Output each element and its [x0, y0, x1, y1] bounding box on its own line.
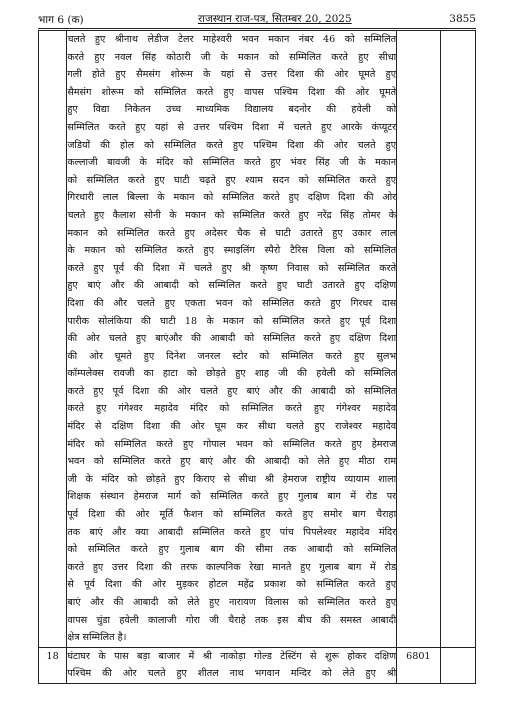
description-cell [67, 647, 397, 683]
header-rule [38, 28, 476, 29]
description-line: कॉम्पलेक्स रावजी का हाटा को छोड़ते हुए शाह जी की हवेली को सम्मिलित [67, 368, 397, 380]
description-line: मंदिर को सम्मिलित करते हुए गोपाल भवन को सम्मिलित करते हुए हेमराज [67, 438, 397, 450]
description-line: पारीक सोलंकिया की घाटी 18 के मकान को सम्मिलित करते हुए पूर्व दिशा [67, 315, 397, 327]
description-line: गिरधारी लाल बिल्ला के मकान को सम्मिलित करते हुए दक्षिण दिशा की ओर [67, 192, 397, 204]
description-line: भवन को सम्मिलित करते हुए बाएं और की आबादी को लेते हुए मीठा राम [67, 456, 397, 468]
description-line: पूर्व दिशा की ओर मूर्ति फैशन को सम्मिलित करते हुए समोर बाग चैराहा [67, 509, 397, 521]
boundary-table [38, 30, 476, 684]
description-line: क्षेत्र सम्मिलित है। [67, 632, 127, 644]
description-line: पश्चिम की ओर चलते हुए शीतल नाथ भगवान मन्दिर को लेते हुए श्री [67, 668, 397, 680]
description-line: करते हुए नवल सिंह कोठारी जी के मकान को सम्मिलित करते हुए सीधा [67, 51, 397, 63]
description-line: से पूर्व दिशा की ओर मुड़कर होटल महेंद्र प्रकाश को सम्मिलित करते हुए [67, 579, 397, 591]
description-line: चलते हुए कैलाश सोनी के मकान को सम्मिलित करते हुए नरेंद्र सिंह तोमर के [67, 209, 397, 221]
description-line: मकान को सम्मिलित करते हुए अदेसर चैक से घाटी उतारते हुए उकार लाल [67, 227, 397, 239]
description-cell [67, 31, 397, 648]
description-line: गली होते हुए सैमसंग शोरूम के यहां से उत्तर दिशा की ओर घूमते हुए [67, 69, 397, 81]
description-line: जी के मंदिर को छोड़ते हुए किराए से सीधा श्री हेमराज राष्ट्रीय व्यायाम शाला [67, 473, 397, 485]
value-cell: 6801 [397, 647, 440, 683]
serial-cell: 18 [39, 647, 67, 683]
description-line: सैमसंग शोरूम को सम्मिलित करते हुए वापस पश्चिम दिशा की ओर घूमते [67, 86, 397, 98]
table-row [39, 31, 476, 648]
description-line: को सम्मिलित करते हुए घाटी चढ़ते हुए श्याम सदन को सम्मिलित करते हुए [67, 174, 397, 186]
blank-cell [440, 647, 475, 683]
description-line: करते हुए गंगेश्वर महादेव मंदिर को सम्मिलित करते हुए गंगेश्वर महादेव [67, 403, 397, 415]
page-header [38, 12, 476, 28]
description-line: करते हुए उत्तर दिशा की तरफ काल्पनिक रेखा मानते हुए गुलाब बाग में रोड [67, 561, 397, 573]
description-line: घंटाघर के पास बड़ा बाजार में श्री नाकोड़ा गोल्ड टेस्टिंग से शुरू होकर दक्षिण [67, 650, 397, 662]
description-line: मंदिर से दक्षिण दिशा की ओर घूम कर सीधा चलते हुए राजेश्वर महादेव [67, 421, 397, 433]
description-line: करते हुए पूर्व दिशा की ओर चलते हुए बाएं और की आबादी को सम्मिलित [67, 385, 397, 397]
description-line: हुए बाएं और की आबादी को सम्मिलित करते हुए घाटी उतारते हुए दक्षिण [67, 280, 397, 292]
serial-cell [39, 31, 67, 648]
description-line: कल्लाजी बावजी के मंदिर को सम्मिलित करते हुए भंवर सिंह जी के मकान [67, 157, 397, 169]
description-line: हुए विद्या निकेतन उच्च माध्यमिक विद्यालय बदनोर की हवेली को [67, 104, 397, 116]
description-line: के मकान को सम्मिलित करते हुए स्माइलिंग स्पैरो टैरिस विला को सम्मिलित [67, 245, 397, 257]
description-line: सम्मिलित करते हुए यहां से उत्तर पश्चिम दिशा में चलते हुए आरके कंप्यूटर [67, 121, 397, 133]
description-line: वापस चुंडा हवेली कालाजी गोरा जी चैराहे तक इस बीच की समस्त आबादी [67, 614, 397, 626]
table-row [39, 647, 476, 683]
description-line: चलते हुए श्रीनाथ लेडीज टेलर माहेश्वरी भवन मकान नंबर 46 को सम्मिलित [67, 34, 397, 45]
description-line: को सम्मिलित करते हुए गुलाब बाग की सीमा तक आबादी को सम्मिलित [67, 544, 397, 556]
page-number: 3855 [449, 13, 476, 25]
value-cell [397, 31, 440, 648]
description-line: बाएं और की आबादी को लेते हुए नारायण विलास को सम्मिलित करते हुए [67, 597, 397, 608]
blank-cell [440, 31, 475, 648]
description-line: दिशा की और चलते हुए एकता भवन को सम्मिलित करते हुए गिरधर दास [67, 297, 397, 309]
description-line: जडियों की होल को सम्मिलित करते हुए पश्चिम दिशा की ओर चलते हुए [67, 139, 397, 151]
description-line: की ओर चलते हुए बाएंऔर की आबादी को सम्मिलित करते हुए दक्षिण दिशा [67, 333, 397, 345]
description-line: तक बाएं और क्या आबादी सम्मिलित करते हुए पांच पिपलेश्वर महादेव मंदिर [67, 526, 397, 538]
description-line: करते हुए पूर्व की दिशा में चलते हुए श्री कृष्ण निवास को सम्मिलित करते [67, 262, 397, 274]
description-line: की ओर घूमते हुए दिनेश जनरल स्टोर को सम्मिलित करते हुए सुलभ [67, 350, 397, 362]
description-line: शिक्षक संस्थान हेमराज मार्ग को सम्मिलित करते हुए गुलाब बाग में रोड पर [67, 491, 397, 503]
gazette-title: राजस्थान राज-पत्र, सितम्बर 20, 2025 [198, 13, 352, 25]
part-label: भाग 6 (क) [38, 14, 84, 26]
